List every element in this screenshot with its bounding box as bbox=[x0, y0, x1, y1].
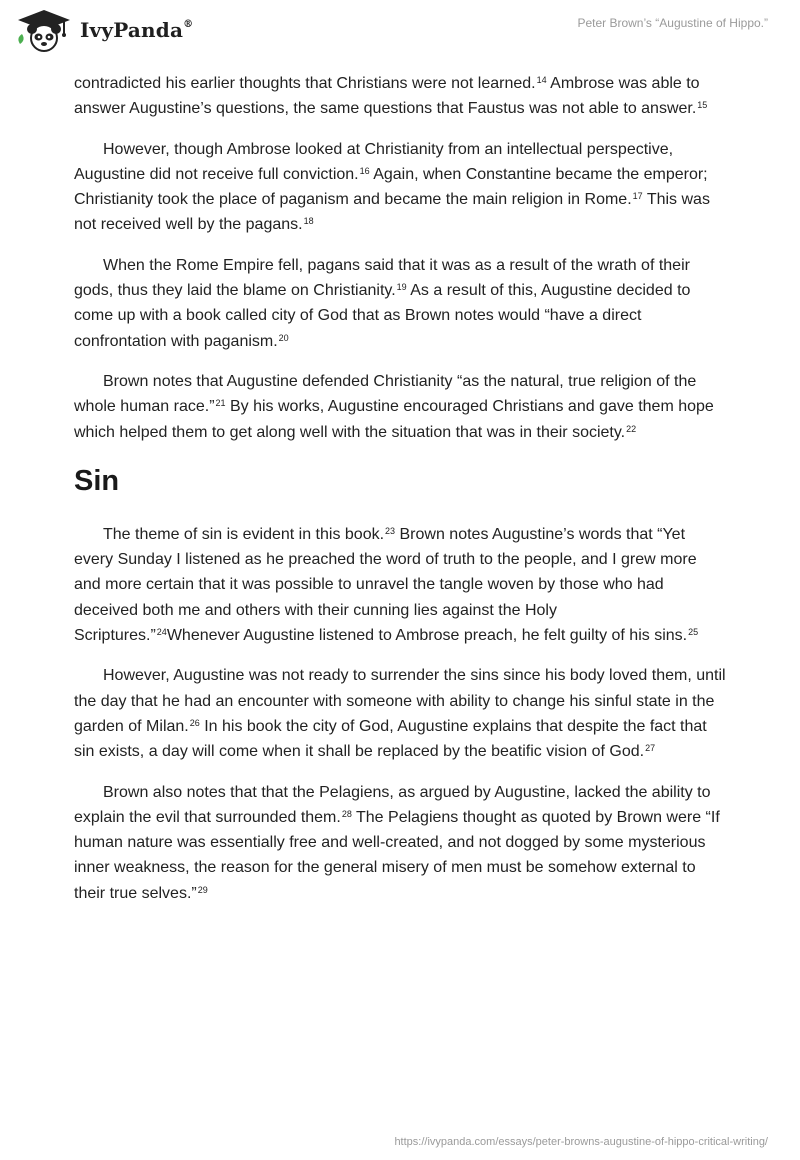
footnote-ref[interactable]: 28 bbox=[341, 808, 352, 819]
footnote-ref[interactable]: 19 bbox=[396, 282, 407, 293]
footnote-ref[interactable]: 22 bbox=[626, 423, 637, 434]
footnote-ref[interactable]: 29 bbox=[197, 884, 208, 895]
footnote-ref[interactable]: 20 bbox=[278, 332, 289, 343]
paragraph: When the Rome Empire fell, pagans said that it was as a result of the wrath of their gods, thus they laid the blame on Christianity.$^{19}$ As a result of this, Augustine decided to come up with a book called city of God that as Brown notes would “have a direct confrontation with paganism.$^{20}$ bbox=[74, 256, 691, 350]
footnote-ref[interactable]: 15 bbox=[697, 100, 708, 111]
paragraph: Brown also notes that that the Pelagiens, as argued by Augustine, lacked the ability to explain the evil that surrounded them.$^{28}$ The Pelagiens thought as quoted by Brown were “If human nature was essentially free and well-created, and not dogged by some mysterious inner weakness, the reason for the general misery of men must be somehow external to their true selves.”$^{29}$ bbox=[74, 783, 720, 902]
footnote-ref[interactable]: 17 bbox=[632, 191, 643, 202]
footnote-ref[interactable]: 23 bbox=[385, 525, 396, 536]
footnote-ref[interactable]: 21 bbox=[215, 398, 226, 409]
footnote-ref[interactable]: 18 bbox=[303, 216, 314, 227]
footnote-ref[interactable]: 26 bbox=[189, 717, 200, 728]
footnote-ref[interactable]: 16 bbox=[359, 165, 370, 176]
paragraph: However, Augustine was not ready to surrender the sins since his body loved them, until the day that he had an encounter with someone with ability to change his sinful state in the garden of Milan.$^{26}$ In his book the city of God, Augustine explains that despite the fact that sin exists, a day will come when it shall be replaced by the beatific vision of God.$^{27}$ bbox=[74, 667, 726, 761]
paragraph: contradicted his earlier thoughts that Christians were not learned.$^{14}$ Ambrose was able to answer Augustine’s questions, the same questions that Faustus was not able to answer.$^{15}$ bbox=[74, 75, 708, 118]
source-url[interactable]: https://ivypanda.com/essays/peter-browns-augustine-of-hippo-critical-writing/ bbox=[394, 1136, 768, 1148]
document-title: Peter Brown’s “Augustine of Hippo.” bbox=[577, 16, 768, 30]
brand-name: IvyPanda® bbox=[80, 18, 194, 42]
footnote-ref[interactable]: 24 bbox=[156, 627, 167, 638]
brand-logo[interactable] bbox=[14, 8, 193, 52]
page-header bbox=[0, 0, 800, 66]
footnote-ref[interactable]: 27 bbox=[645, 743, 656, 754]
footnote-ref[interactable]: 14 bbox=[536, 75, 547, 85]
essay-body bbox=[74, 71, 726, 921]
paragraph: The theme of sin is evident in this book.$^{23}$ Brown notes Augustine’s words that “Yet every Sunday I listened as he preached the word of truth to the people, and I grew more and more certain that it was possible to unravel the tangle woven by those who had deceived both me and others with their cunning lies against the Holy Scriptures.”$^{24}$Whenever Augustine listened to Ambrose preach, he felt guilty of his sins.$^{25}$ bbox=[74, 525, 699, 645]
paragraph: Brown notes that Augustine defended Christianity “as the natural, true religion of the whole human race.”$^{21}$ By his works, Augustine encouraged Christians and gave them hope which helped them to get along well with the situation that was in their society.$^{22}$ bbox=[74, 372, 714, 441]
section-heading: Sin bbox=[74, 464, 120, 497]
paragraph: However, though Ambrose looked at Christianity from an intellectual perspective, Augustine did not receive full conviction.$^{16}$ Again, when Constantine became the emperor; Christianity took the place of paganism and became the main religion in Rome.$^{17}$ This was not received well by the pagans.$^{18}$ bbox=[74, 140, 710, 234]
footnote-ref[interactable]: 25 bbox=[688, 627, 699, 638]
panda-graduate-icon bbox=[14, 8, 74, 52]
